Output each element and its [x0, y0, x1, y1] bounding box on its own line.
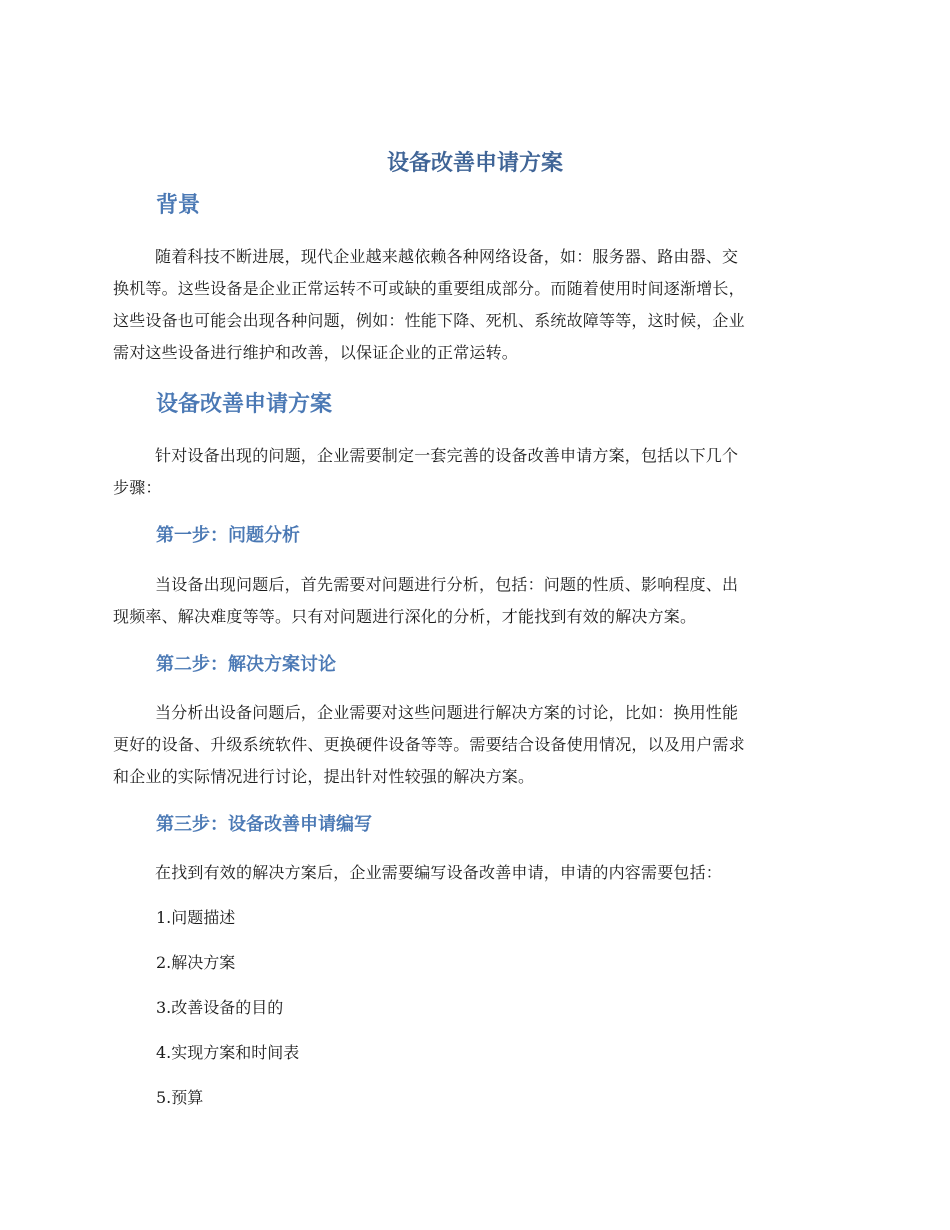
- paragraph-line: 这些设备也可能会出现各种问题，例如：性能下降、死机、系统故障等等，这时候，企业: [113, 311, 745, 330]
- paragraph-step-3-intro: [113, 857, 841, 889]
- heading-step-1: 第一步：问题分析: [156, 525, 300, 546]
- list-item: 2.解决方案: [156, 953, 236, 972]
- document-title: 设备改善申请方案: [386, 151, 563, 176]
- paragraph-line: 步骤：: [113, 478, 162, 497]
- paragraph-line: 当分析出设备问题后，企业需要对这些问题进行解决方案的讨论，比如：换用性能: [155, 703, 739, 722]
- heading-background: 背景: [156, 193, 201, 218]
- paragraph-line: 和企业的实际情况进行讨论，提出针对性较强的解决方案。: [113, 767, 535, 786]
- paragraph-line: 更好的设备、升级系统软件、更换硬件设备等等。需要结合设备使用情况，以及用户需求: [113, 735, 745, 754]
- list-item: 5.预算: [156, 1088, 204, 1107]
- heading-step-2: 第二步：解决方案讨论: [156, 654, 336, 675]
- paragraph-plan: [113, 440, 841, 504]
- paragraph-background: [113, 241, 841, 369]
- heading-step-3: 第三步：设备改善申请编写: [156, 814, 372, 835]
- paragraph-line: 在找到有效的解决方案后，企业需要编写设备改善申请，申请的内容需要包括：: [155, 863, 723, 882]
- paragraph-step-2: [113, 697, 841, 793]
- paragraph-line: 针对设备出现的问题，企业需要制定一套完善的设备改善申请方案，包括以下几个: [155, 446, 739, 465]
- list-item: 1.问题描述: [156, 908, 236, 927]
- paragraph-line: 换机等。这些设备是企业正常运转不可或缺的重要组成部分。而随着使用时间逐渐增长，: [113, 279, 745, 298]
- list-item: 3.改善设备的目的: [156, 998, 284, 1017]
- paragraph-line: 需对这些设备进行维护和改善，以保证企业的正常运转。: [113, 343, 519, 362]
- paragraph-line: 当设备出现问题后，首先需要对问题进行分析，包括：问题的性质、影响程度、出: [155, 575, 739, 594]
- paragraph-step-1: [113, 569, 841, 633]
- paragraph-line: 现频率、解决难度等等。只有对问题进行深化的分析，才能找到有效的解决方案。: [113, 607, 697, 626]
- paragraph-line: 随着科技不断进展，现代企业越来越依赖各种网络设备，如：服务器、路由器、交: [155, 247, 739, 266]
- list-item: 4.实现方案和时间表: [156, 1043, 300, 1062]
- heading-plan: 设备改善申请方案: [156, 392, 333, 417]
